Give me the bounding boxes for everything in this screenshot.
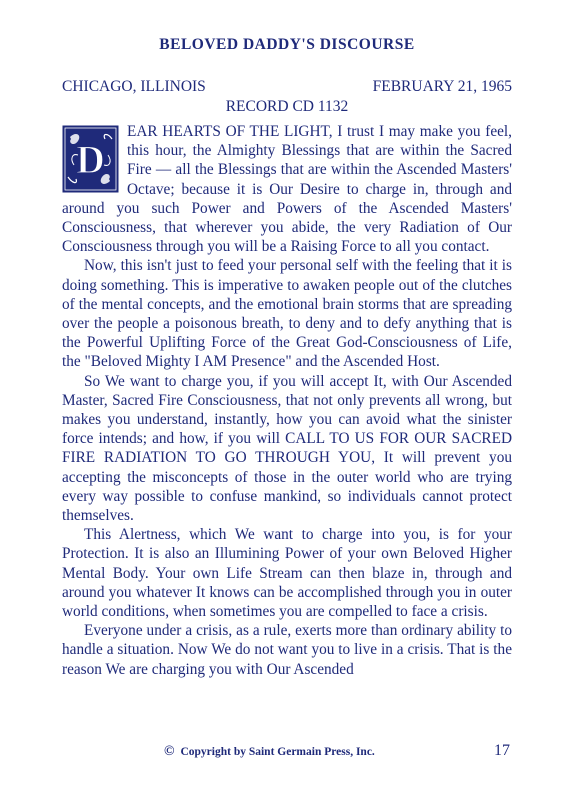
meta-row — [62, 77, 512, 97]
discourse-title: BELOVED DADDY'S DISCOURSE — [159, 36, 415, 53]
copyright-notice — [164, 744, 375, 760]
paragraph: EAR HEARTS OF THE LIGHT, I trust I may make you feel, this hour, the Almighty Blessings that are within the Sacred Fire — all the Blessings that are within the Ascended Masters' Octave; because it is Our Desire to charge in, through and around you such Power and Powers of the Ascended Masters' Consciousness, that wherever you abide, the very Radiation of Our Consciousness through you will be a Raising Force to all you contact. — [62, 123, 512, 256]
page-footer — [62, 742, 512, 762]
ornamental-dropcap — [62, 125, 119, 193]
discourse-body — [62, 122, 512, 679]
copyright-icon: © — [164, 744, 175, 759]
paragraph: Everyone under a crisis, as a rule, exerts more than ordinary ability to handle a situation. Now We do not want you to live in a crisis. That is the reason We are charging you with Our Ascended — [62, 622, 512, 678]
document-page — [62, 36, 512, 776]
paragraph: So We want to charge you, if you will accept It, with Our Ascended Master, Sacred Fire Consciousness, that not only prevents all wrong, but makes you understand, instantly, how you can avoid what the sinister force intends; and how, if you will CALL TO US FOR OUR SACRED FIRE RADIATION TO GO THROUGH YOU, It will prevent you accepting the misconcepts of those in the outer world who are trying every way possible to confuse mankind, so individuals cannot protect themselves. — [62, 372, 512, 525]
record-number: RECORD CD 1132 — [225, 98, 349, 115]
date-text: FEBRUARY 21, 1965 — [372, 78, 512, 95]
paragraph: Now, this isn't just to feed your personal self with the feeling that it is doing something. This is imperative to awaken people out of the clutches of the mental concepts, and the emotional brain storms that are spreading over the people a poisonous breath, to deny and to defy anything that is the Powerful Uplifting Force of the Great God-Consciousness of Life, the "Beloved Mighty I AM Presence" and the Ascended Host. — [62, 257, 512, 371]
dropcap-letter: D — [76, 137, 105, 182]
copyright-text: Copyright by Saint Germain Press, Inc. — [180, 746, 375, 758]
paragraph: This Alertness, which We want to charge into you, is for your Protection. It is also an Illumining Power of your own Beloved Higher Mental Body. Your own Life Stream can then blaze in, through and around you whatever It knows can be accomplished through you in outer world conditions, when sometimes you are compelled to face a crisis. — [62, 526, 512, 621]
page-number: 17 — [494, 742, 510, 759]
location-text: CHICAGO, ILLINOIS — [62, 78, 206, 95]
